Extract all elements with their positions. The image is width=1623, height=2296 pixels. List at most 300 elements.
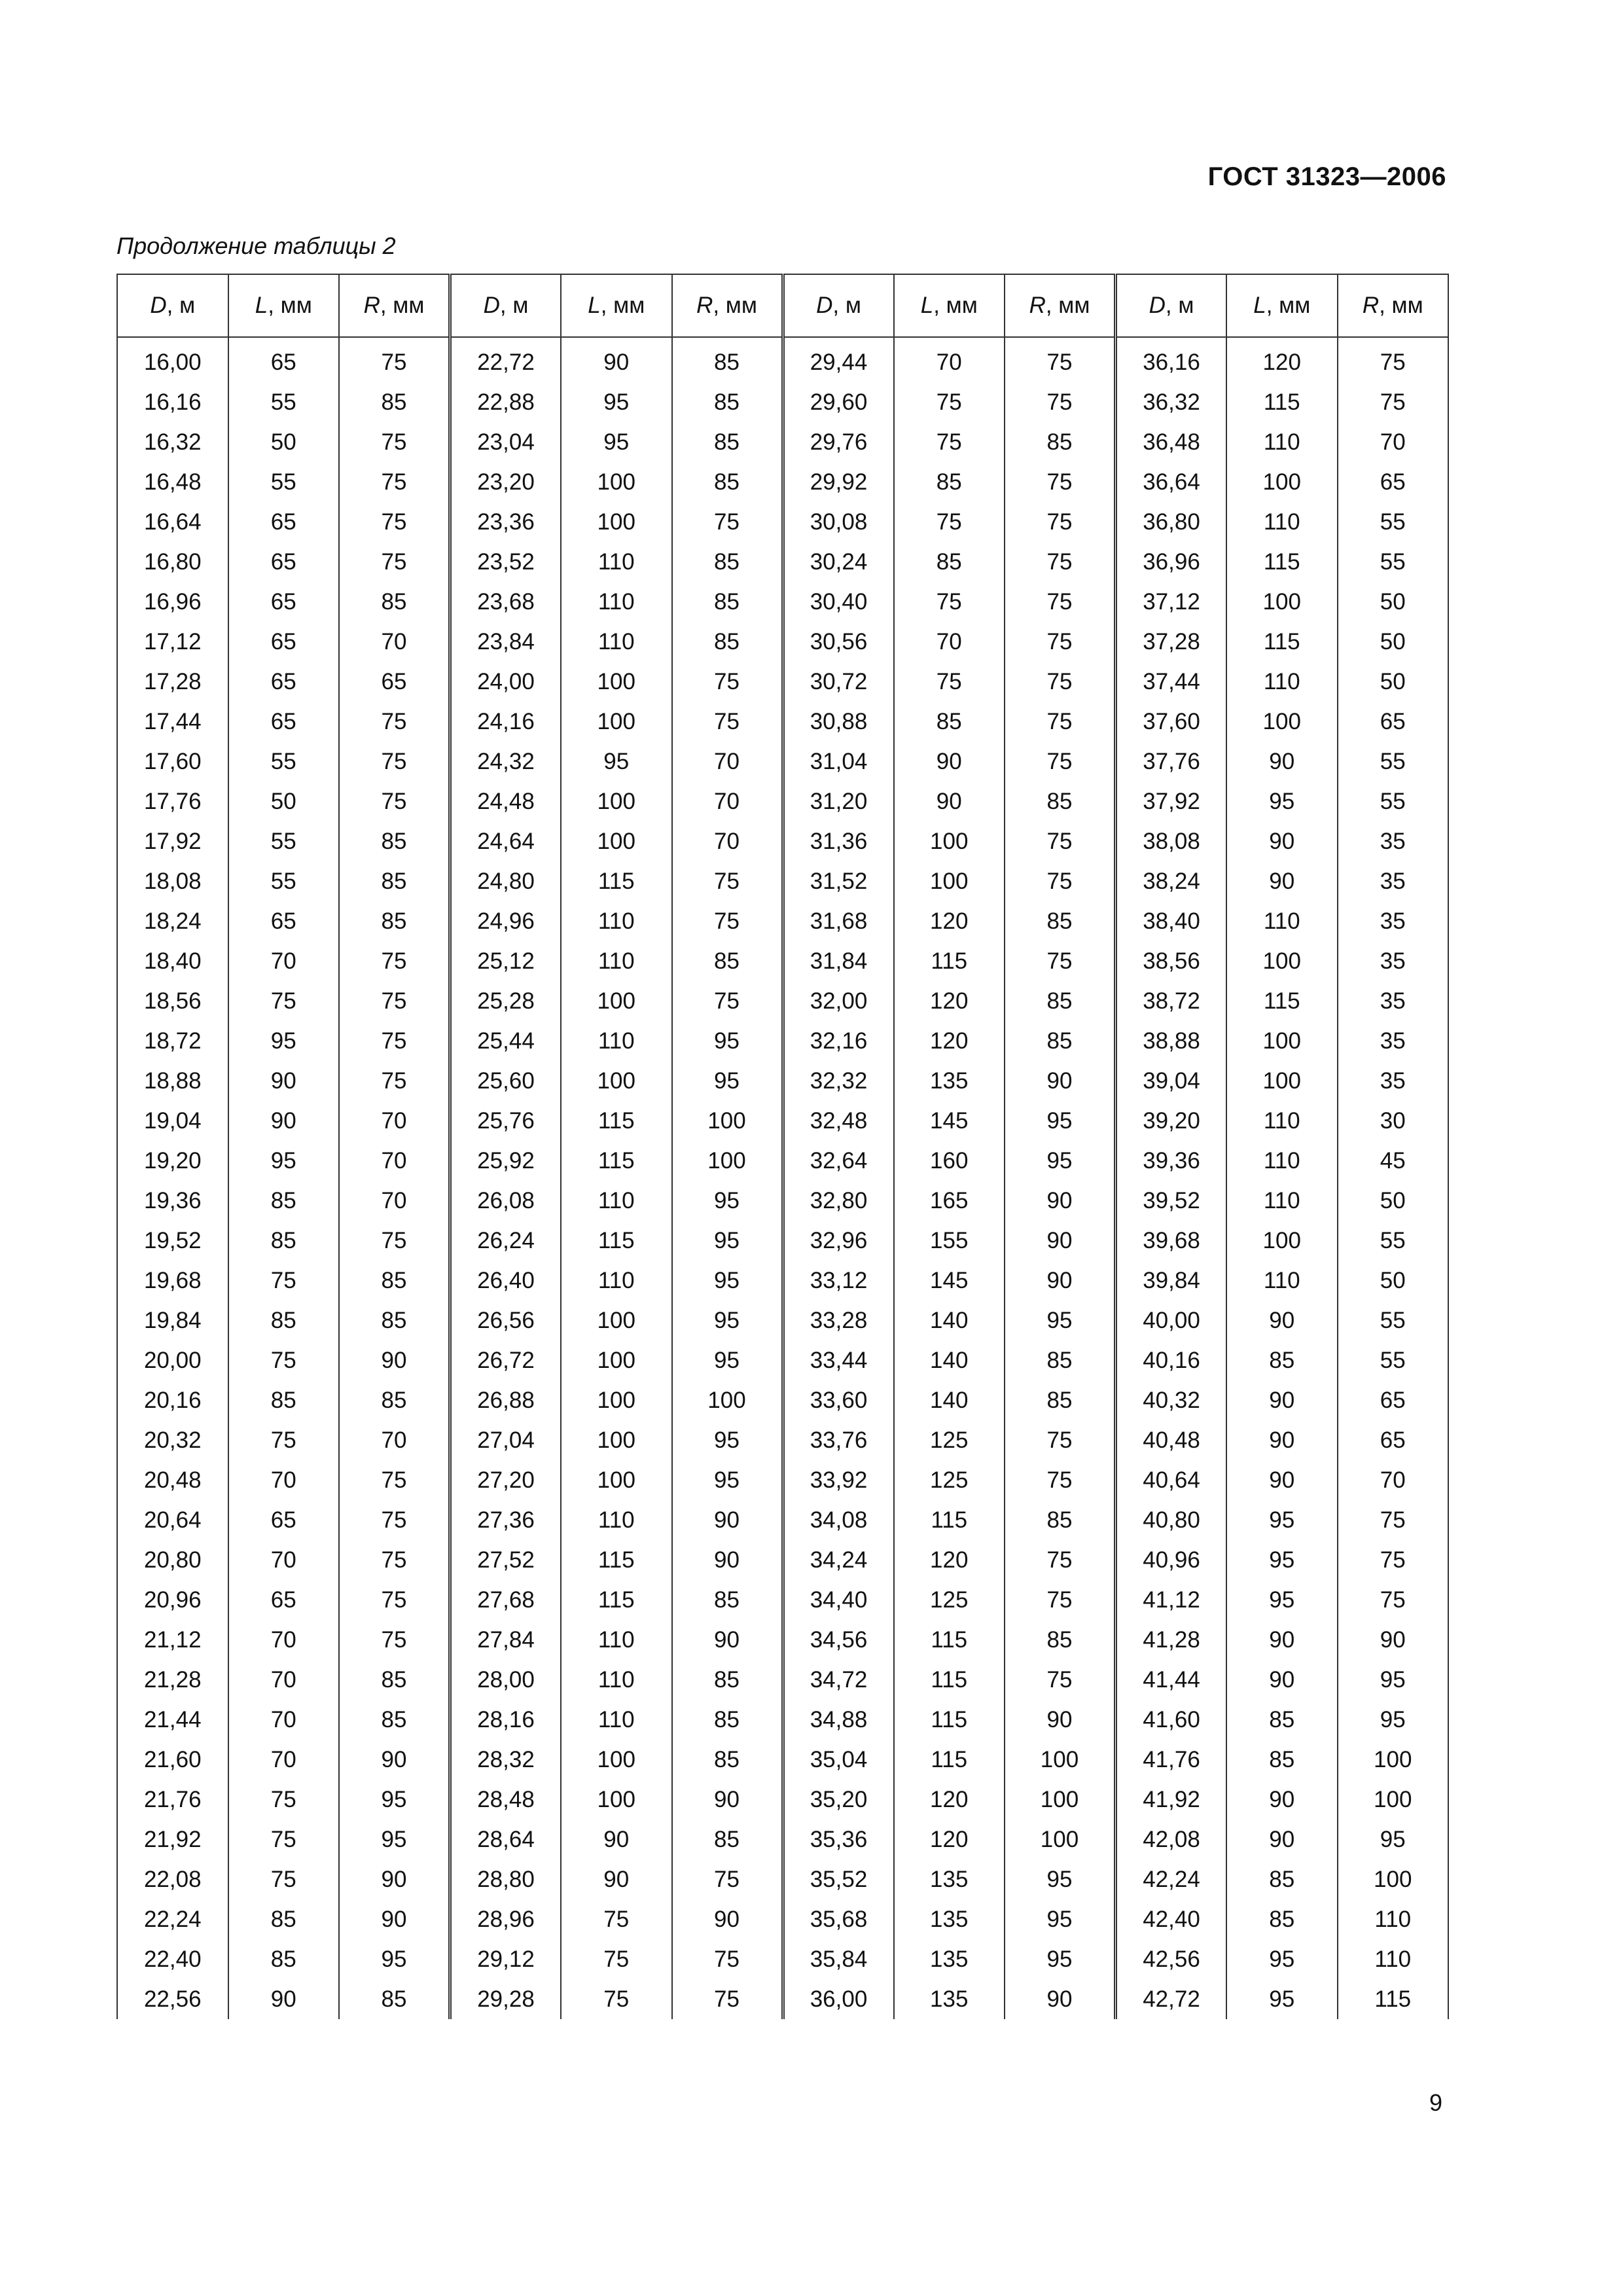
table-cell: 27,84 [450,1620,562,1660]
table-cell: 75 [339,1221,450,1261]
table-cell: 95 [1226,1580,1338,1620]
table-cell: 28,16 [450,1700,562,1740]
table-row [117,981,1448,1021]
table-cell: 50 [228,781,340,821]
table-cell: 21,44 [117,1700,228,1740]
table-cell: 28,00 [450,1660,562,1700]
table-cell: 90 [339,1859,450,1899]
table-cell: 100 [1226,582,1338,622]
table-cell: 90 [339,1340,450,1380]
document-code: ГОСТ 31323—2006 [1207,162,1446,191]
table-cell: 85 [1005,781,1116,821]
table-cell: 70 [228,1660,340,1700]
table-cell: 75 [228,1780,340,1820]
table-cell: 65 [228,542,340,582]
table-cell: 70 [672,742,783,781]
table-cell: 110 [561,1021,672,1061]
table-cell: 70 [339,1181,450,1221]
column-header [228,274,340,337]
table-cell: 75 [339,1500,450,1540]
table-cell: 35 [1338,981,1449,1021]
table-row [117,1540,1448,1580]
table-cell: 100 [561,1340,672,1380]
table-cell: 23,04 [450,422,562,462]
table-cell: 70 [672,781,783,821]
table-cell: 34,08 [783,1500,894,1540]
table-cell: 75 [1005,821,1116,861]
table-cell: 75 [339,337,450,382]
table-cell: 95 [1005,1859,1116,1899]
table-cell: 27,04 [450,1420,562,1460]
table-cell: 19,04 [117,1101,228,1141]
table-cell: 36,16 [1116,337,1227,382]
table-cell: 70 [894,337,1005,382]
table-cell: 17,12 [117,622,228,662]
table-cell: 23,36 [450,502,562,542]
table-cell: 32,80 [783,1181,894,1221]
column-header-symbol: R [696,293,713,318]
table-cell: 16,96 [117,582,228,622]
table-cell: 100 [1226,1061,1338,1101]
table-cell: 95 [672,1460,783,1500]
table-cell: 40,32 [1116,1380,1227,1420]
table-cell: 35 [1338,861,1449,901]
table-cell: 70 [1338,1460,1449,1500]
table-cell: 75 [1005,502,1116,542]
table-cell: 100 [894,861,1005,901]
table-cell: 40,96 [1116,1540,1227,1580]
table-cell: 110 [1226,901,1338,941]
table-cell: 95 [339,1939,450,1979]
table-cell: 90 [672,1500,783,1540]
column-header-unit: , м [166,293,196,318]
table-cell: 115 [894,1660,1005,1700]
table-cell: 25,44 [450,1021,562,1061]
table-cell: 39,36 [1116,1141,1227,1181]
table-cell: 100 [1005,1820,1116,1859]
table-row [117,1939,1448,1979]
table-cell: 30,40 [783,582,894,622]
column-header-symbol: D [1149,293,1166,318]
data-table-container [116,274,1448,2019]
table-cell: 95 [1005,1899,1116,1939]
table-cell: 19,84 [117,1300,228,1340]
table-cell: 95 [672,1261,783,1300]
table-cell: 42,72 [1116,1979,1227,2019]
table-cell: 85 [672,941,783,981]
table-cell: 145 [894,1261,1005,1300]
table-cell: 38,56 [1116,941,1227,981]
table-cell: 95 [561,382,672,422]
table-cell: 31,84 [783,941,894,981]
column-header-unit: , мм [1045,293,1090,318]
table-cell: 85 [339,821,450,861]
column-header [1005,274,1116,337]
table-cell: 16,00 [117,337,228,382]
table-cell: 18,08 [117,861,228,901]
table-cell: 41,92 [1116,1780,1227,1820]
table-cell: 26,24 [450,1221,562,1261]
table-cell: 29,76 [783,422,894,462]
table-cell: 85 [228,1380,340,1420]
column-header-symbol: R [363,293,380,318]
table-cell: 110 [561,1261,672,1300]
table-cell: 21,28 [117,1660,228,1700]
table-cell: 85 [672,337,783,382]
table-cell: 85 [339,1660,450,1700]
table-cell: 85 [1005,1380,1116,1420]
table-cell: 125 [894,1580,1005,1620]
column-header [117,274,228,337]
table-row [117,662,1448,702]
table-cell: 70 [672,821,783,861]
table-cell: 90 [894,742,1005,781]
table-cell: 23,68 [450,582,562,622]
table-cell: 90 [672,1540,783,1580]
table-cell: 95 [1338,1700,1449,1740]
table-row [117,1181,1448,1221]
table-cell: 41,28 [1116,1620,1227,1660]
table-cell: 100 [561,702,672,742]
table-cell: 70 [228,1740,340,1780]
table-cell: 140 [894,1340,1005,1380]
table-cell: 19,20 [117,1141,228,1181]
table-cell: 65 [1338,462,1449,502]
table-cell: 24,64 [450,821,562,861]
table-cell: 75 [228,1340,340,1380]
table-cell: 75 [339,1620,450,1660]
table-cell: 100 [561,1460,672,1500]
table-cell: 18,24 [117,901,228,941]
table-cell: 75 [228,981,340,1021]
header-row [117,274,1448,337]
column-header [1338,274,1449,337]
table-cell: 85 [1005,901,1116,941]
table-cell: 25,12 [450,941,562,981]
table-row [117,742,1448,781]
table-cell: 26,88 [450,1380,562,1420]
table-cell: 120 [894,1820,1005,1859]
table-cell: 37,76 [1116,742,1227,781]
table-cell: 65 [228,1580,340,1620]
table-cell: 28,64 [450,1820,562,1859]
table-cell: 85 [1005,1340,1116,1380]
table-cell: 75 [561,1899,672,1939]
table-cell: 110 [561,582,672,622]
table-cell: 70 [1338,422,1449,462]
table-cell: 31,20 [783,781,894,821]
table-cell: 75 [339,981,450,1021]
table-cell: 33,12 [783,1261,894,1300]
table-row [117,1700,1448,1740]
table-cell: 33,44 [783,1340,894,1380]
table-cell: 55 [228,861,340,901]
table-row [117,861,1448,901]
table-cell: 120 [894,1540,1005,1580]
table-cell: 110 [561,1500,672,1540]
table-cell: 110 [1226,502,1338,542]
table-cell: 65 [228,901,340,941]
table-cell: 29,60 [783,382,894,422]
table-row [117,462,1448,502]
page-number: 9 [1429,2089,1442,2116]
table-cell: 16,32 [117,422,228,462]
table-cell: 39,68 [1116,1221,1227,1261]
table-row [117,1141,1448,1181]
table-cell: 24,96 [450,901,562,941]
table-cell: 35 [1338,901,1449,941]
table-cell: 20,64 [117,1500,228,1540]
table-cell: 85 [339,1300,450,1340]
table-cell: 95 [1226,1939,1338,1979]
table-cell: 28,96 [450,1899,562,1939]
table-cell: 75 [339,502,450,542]
table-cell: 85 [672,1580,783,1620]
table-cell: 95 [561,742,672,781]
table-cell: 75 [1005,941,1116,981]
table-row [117,542,1448,582]
table-cell: 115 [561,1540,672,1580]
table-cell: 37,60 [1116,702,1227,742]
table-row [117,1221,1448,1261]
table-cell: 24,32 [450,742,562,781]
table-cell: 20,96 [117,1580,228,1620]
table-cell: 39,84 [1116,1261,1227,1300]
table-cell: 19,52 [117,1221,228,1261]
column-header-unit: , мм [1379,293,1423,318]
table-cell: 20,32 [117,1420,228,1460]
table-cell: 75 [672,502,783,542]
table-cell: 29,44 [783,337,894,382]
table-row [117,502,1448,542]
table-cell: 95 [228,1141,340,1181]
table-cell: 85 [672,1820,783,1859]
table-cell: 100 [561,821,672,861]
table-cell: 85 [228,1300,340,1340]
table-cell: 41,76 [1116,1740,1227,1780]
table-row [117,1101,1448,1141]
table-cell: 120 [894,1780,1005,1820]
table-row [117,1500,1448,1540]
table-cell: 95 [1226,1540,1338,1580]
table-cell: 115 [561,1580,672,1620]
table-cell: 85 [1226,1340,1338,1380]
table-row [117,1899,1448,1939]
table-cell: 120 [894,981,1005,1021]
table-cell: 75 [339,1021,450,1061]
table-cell: 50 [1338,662,1449,702]
table-cell: 100 [1338,1859,1449,1899]
table-cell: 110 [1338,1899,1449,1939]
table-cell: 23,20 [450,462,562,502]
column-header-symbol: L [255,293,268,318]
table-cell: 110 [1226,1261,1338,1300]
table-cell: 125 [894,1420,1005,1460]
column-header-symbol: L [588,293,601,318]
table-cell: 75 [1005,1420,1116,1460]
table-cell: 90 [1338,1620,1449,1660]
table-cell: 39,20 [1116,1101,1227,1141]
table-cell: 29,28 [450,1979,562,2019]
table-row [117,1859,1448,1899]
table-cell: 75 [228,1820,340,1859]
table-cell: 90 [1226,1300,1338,1340]
table-cell: 65 [228,502,340,542]
table-cell: 85 [1226,1899,1338,1939]
table-row [117,1740,1448,1780]
table-cell: 55 [1338,1221,1449,1261]
table-cell: 110 [561,941,672,981]
table-cell: 30,24 [783,542,894,582]
table-cell: 33,92 [783,1460,894,1500]
table-row [117,382,1448,422]
table-cell: 20,16 [117,1380,228,1420]
column-header [1116,274,1227,337]
table-cell: 115 [1226,622,1338,662]
table-cell: 110 [561,1660,672,1700]
table-cell: 75 [672,1939,783,1979]
table-cell: 85 [1226,1740,1338,1780]
table-cell: 16,80 [117,542,228,582]
table-cell: 85 [339,901,450,941]
table-cell: 55 [1338,502,1449,542]
table-cell: 85 [672,1700,783,1740]
table-cell: 90 [1005,1181,1116,1221]
table-row [117,1261,1448,1300]
column-header-symbol: D [483,293,500,318]
table-cell: 85 [339,382,450,422]
table-cell: 20,80 [117,1540,228,1580]
table-cell: 75 [672,981,783,1021]
table-cell: 95 [1005,1101,1116,1141]
table-cell: 75 [894,382,1005,422]
table-cell: 85 [1005,422,1116,462]
table-cell: 110 [561,901,672,941]
table-cell: 17,92 [117,821,228,861]
table-cell: 90 [1226,1460,1338,1500]
table-cell: 100 [1226,1021,1338,1061]
table-cell: 22,40 [117,1939,228,1979]
table-row [117,1300,1448,1340]
table-cell: 34,56 [783,1620,894,1660]
table-cell: 65 [228,622,340,662]
table-cell: 90 [894,781,1005,821]
table-cell: 55 [1338,1300,1449,1340]
table-cell: 90 [672,1620,783,1660]
table-body [117,337,1448,2019]
table-cell: 22,56 [117,1979,228,2019]
table-cell: 18,40 [117,941,228,981]
table-cell: 65 [228,337,340,382]
table-cell: 85 [228,1939,340,1979]
table-cell: 42,08 [1116,1820,1227,1859]
table-cell: 55 [1338,781,1449,821]
table-row [117,1979,1448,2019]
table-cell: 26,56 [450,1300,562,1340]
table-cell: 135 [894,1061,1005,1101]
table-cell: 18,88 [117,1061,228,1101]
table-row [117,1620,1448,1660]
table-cell: 75 [1338,382,1449,422]
table-cell: 95 [561,422,672,462]
table-cell: 39,04 [1116,1061,1227,1101]
table-cell: 40,16 [1116,1340,1227,1380]
table-cell: 100 [1226,462,1338,502]
table-cell: 85 [1005,1021,1116,1061]
table-cell: 65 [1338,702,1449,742]
table-cell: 75 [339,1580,450,1620]
table-cell: 85 [672,1660,783,1700]
table-cell: 50 [1338,622,1449,662]
table-cell: 34,88 [783,1700,894,1740]
table-cell: 165 [894,1181,1005,1221]
table-cell: 95 [672,1181,783,1221]
table-cell: 20,00 [117,1340,228,1380]
table-cell: 75 [894,582,1005,622]
table-cell: 95 [672,1300,783,1340]
table-cell: 28,32 [450,1740,562,1780]
table-cell: 115 [1226,382,1338,422]
table-cell: 21,12 [117,1620,228,1660]
table-cell: 85 [339,1700,450,1740]
table-cell: 37,92 [1116,781,1227,821]
table-cell: 75 [1005,462,1116,502]
table-cell: 24,00 [450,662,562,702]
table-cell: 30 [1338,1101,1449,1141]
table-cell: 90 [561,1820,672,1859]
table-cell: 90 [339,1740,450,1780]
table-cell: 140 [894,1380,1005,1420]
table-cell: 75 [1005,622,1116,662]
table-cell: 100 [561,662,672,702]
table-cell: 95 [228,1021,340,1061]
table-cell: 115 [561,1101,672,1141]
table-cell: 75 [1338,1500,1449,1540]
table-cell: 23,52 [450,542,562,582]
table-cell: 85 [1005,981,1116,1021]
table-cell: 16,64 [117,502,228,542]
table-cell: 19,36 [117,1181,228,1221]
table-cell: 85 [1005,1500,1116,1540]
table-cell: 75 [894,422,1005,462]
table-cell: 100 [1338,1740,1449,1780]
table-cell: 29,92 [783,462,894,502]
table-cell: 33,60 [783,1380,894,1420]
table-cell: 31,68 [783,901,894,941]
table-cell: 90 [1005,1261,1116,1300]
table-cell: 100 [894,821,1005,861]
table-cell: 22,72 [450,337,562,382]
table-cell: 33,76 [783,1420,894,1460]
table-cell: 135 [894,1899,1005,1939]
table-cell: 50 [1338,582,1449,622]
table-cell: 115 [561,1141,672,1181]
table-cell: 36,64 [1116,462,1227,502]
table-cell: 35,52 [783,1859,894,1899]
table-cell: 75 [228,1261,340,1300]
table-cell: 55 [1338,1340,1449,1380]
table-cell: 37,44 [1116,662,1227,702]
table-cell: 21,76 [117,1780,228,1820]
table-cell: 75 [1005,1540,1116,1580]
table-cell: 85 [228,1221,340,1261]
table-cell: 90 [1005,1979,1116,2019]
table-cell: 18,72 [117,1021,228,1061]
table-cell: 65 [339,662,450,702]
table-cell: 65 [228,1500,340,1540]
table-cell: 100 [1226,941,1338,981]
table-cell: 55 [1338,542,1449,582]
